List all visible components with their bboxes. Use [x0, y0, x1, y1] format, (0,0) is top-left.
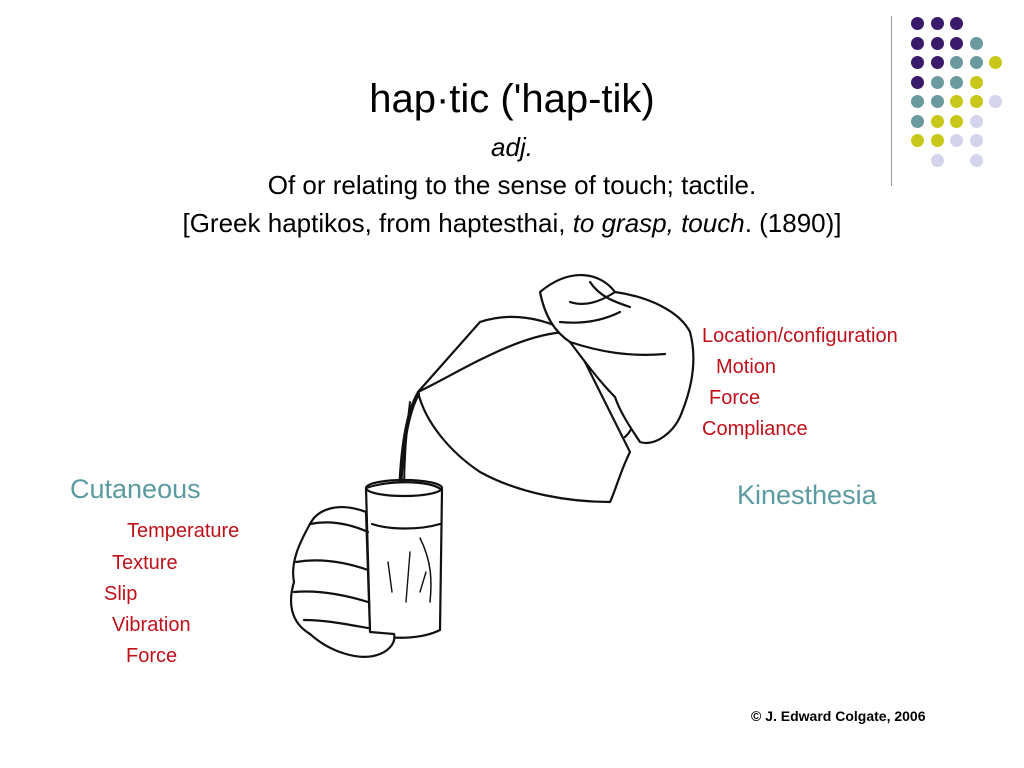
cutaneous-item-force: Force: [126, 645, 178, 667]
etymology: [Greek haptikos, from haptesthai, to grasp, touch. (1890)]: [182, 208, 842, 238]
decor-dot: [911, 37, 924, 50]
kinesthesia-item-compliance: Compliance: [702, 418, 808, 440]
decor-dot: [950, 37, 963, 50]
cutaneous-item-vibration: Vibration: [112, 614, 191, 636]
decor-dot: [931, 56, 944, 69]
decor-dot: [950, 56, 963, 69]
cutaneous-item-slip: Slip: [104, 583, 138, 605]
headword: hap·tic ('hap-tik): [369, 77, 655, 121]
pouring-illustration: [270, 262, 700, 682]
cutaneous-item-texture: Texture: [112, 552, 178, 574]
decor-dot: [989, 56, 1002, 69]
kinesthesia-item-motion: Motion: [716, 356, 777, 378]
definition-block: [0, 70, 1024, 242]
glass: [366, 482, 442, 638]
kinesthesia-heading: Kinesthesia: [737, 480, 877, 510]
part-of-speech: adj.: [491, 132, 533, 162]
decor-dot: [911, 17, 924, 30]
decor-dot: [970, 56, 983, 69]
copyright-notice: © J. Edward Colgate, 2006: [751, 708, 926, 724]
decor-dot: [931, 17, 944, 30]
kinesthesia-item-force: Force: [709, 387, 761, 409]
decor-dot: [931, 37, 944, 50]
definition-text: Of or relating to the sense of touch; tactile.: [267, 170, 757, 200]
cutaneous-item-temperature: Temperature: [127, 520, 240, 542]
decor-dot: [911, 56, 924, 69]
cutaneous-heading: Cutaneous: [70, 474, 201, 504]
decor-dot: [970, 37, 983, 50]
kinesthesia-item-location: Location/configuration: [702, 325, 898, 347]
decor-dot: [950, 17, 963, 30]
